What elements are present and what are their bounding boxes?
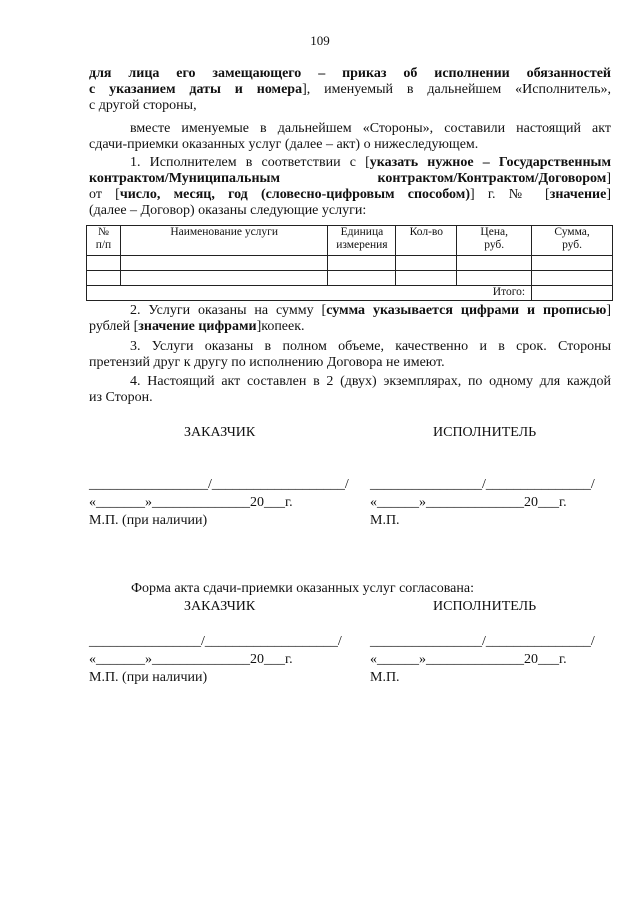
executor-date-line: «______»______________20___г.: [370, 652, 567, 667]
table-total-row: [87, 286, 613, 301]
customer-stamp-label: М.П. (при наличии): [89, 670, 208, 685]
text-line: для лица его замещающего – приказ об исполнении обязанностей: [89, 66, 611, 81]
executor-signature-line: ________________/_______________/: [370, 477, 595, 492]
text-line: 4. Настоящий акт составлен в 2 (двух) экземплярах, по одному для каждой: [130, 374, 611, 389]
text-line: с другой стороны,: [89, 98, 197, 113]
table-row: [87, 256, 613, 271]
customer-heading: ЗАКАЗЧИК: [184, 425, 256, 440]
table-row: [87, 271, 613, 286]
executor-date-line: «______»______________20___г.: [370, 495, 567, 510]
total-label: Итого:: [87, 286, 532, 301]
paragraph-amount: [89, 303, 611, 335]
text-line: 2. Услуги оказаны на сумму [сумма указывается цифрами и прописью]: [130, 303, 611, 318]
agreement-statement: Форма акта сдачи-приемки оказанных услуг согласована:: [131, 581, 474, 596]
page-number: 109: [310, 33, 330, 48]
total-value-cell: [532, 286, 613, 301]
customer-heading: ЗАКАЗЧИК: [184, 599, 256, 614]
paragraph-parties: [89, 121, 611, 153]
header-cell-unit: Единица измерения: [328, 226, 396, 256]
text-line: рублей [значение цифрами]копеек.: [89, 319, 305, 334]
text-line: контрактом/Муниципальным контрактом/Контрактом/Договором]: [89, 171, 611, 186]
header-cell-price: Цена, руб.: [457, 226, 532, 256]
text-line: (далее – Договор) оказаны следующие услуги:: [89, 203, 367, 218]
text-line: от [число, месяц, год (словесно-цифровым способом)] г. № [значение]: [89, 187, 611, 202]
executor-stamp-label: М.П.: [370, 670, 400, 685]
paragraph-contract: [89, 155, 611, 219]
paragraph-copies: [89, 374, 611, 406]
customer-signature-line: ________________/___________________/: [89, 634, 342, 649]
text-line: претензий друг к другу по исполнению Договора не имеют.: [89, 355, 445, 370]
header-cell-service-name: Наименование услуги: [120, 226, 328, 256]
customer-signature-line: _________________/___________________/: [89, 477, 349, 492]
header-cell-quantity: Кол-во: [396, 226, 457, 256]
header-cell-number: № п/п: [87, 226, 121, 256]
paragraph-quality: [89, 339, 611, 371]
table-header-row: [87, 226, 613, 256]
text-line: сдачи-приемки оказанных услуг (далее – акт) о нижеследующем.: [89, 137, 479, 152]
paragraph-executor-basis: [89, 66, 611, 114]
header-cell-sum: Сумма, руб.: [532, 226, 613, 256]
customer-stamp-label: М.П. (при наличии): [89, 513, 208, 528]
text-line: из Сторон.: [89, 390, 153, 405]
text-line: вместе именуемые в дальнейшем «Стороны», составили настоящий акт: [130, 121, 611, 136]
text-line: 1. Исполнителем в соответствии с [указать нужное – Государственным: [130, 155, 611, 170]
executor-heading: ИСПОЛНИТЕЛЬ: [433, 599, 537, 614]
executor-stamp-label: М.П.: [370, 513, 400, 528]
services-table: [86, 225, 613, 301]
text-line: 3. Услуги оказаны в полном объеме, качественно и в срок. Стороны: [130, 339, 611, 354]
executor-signature-line: ________________/_______________/: [370, 634, 595, 649]
text-line: с указанием даты и номера], именуемый в дальнейшем «Исполнитель»,: [89, 82, 611, 97]
customer-date-line: «_______»______________20___г.: [89, 652, 293, 667]
executor-heading: ИСПОЛНИТЕЛЬ: [433, 425, 537, 440]
customer-date-line: «_______»______________20___г.: [89, 495, 293, 510]
